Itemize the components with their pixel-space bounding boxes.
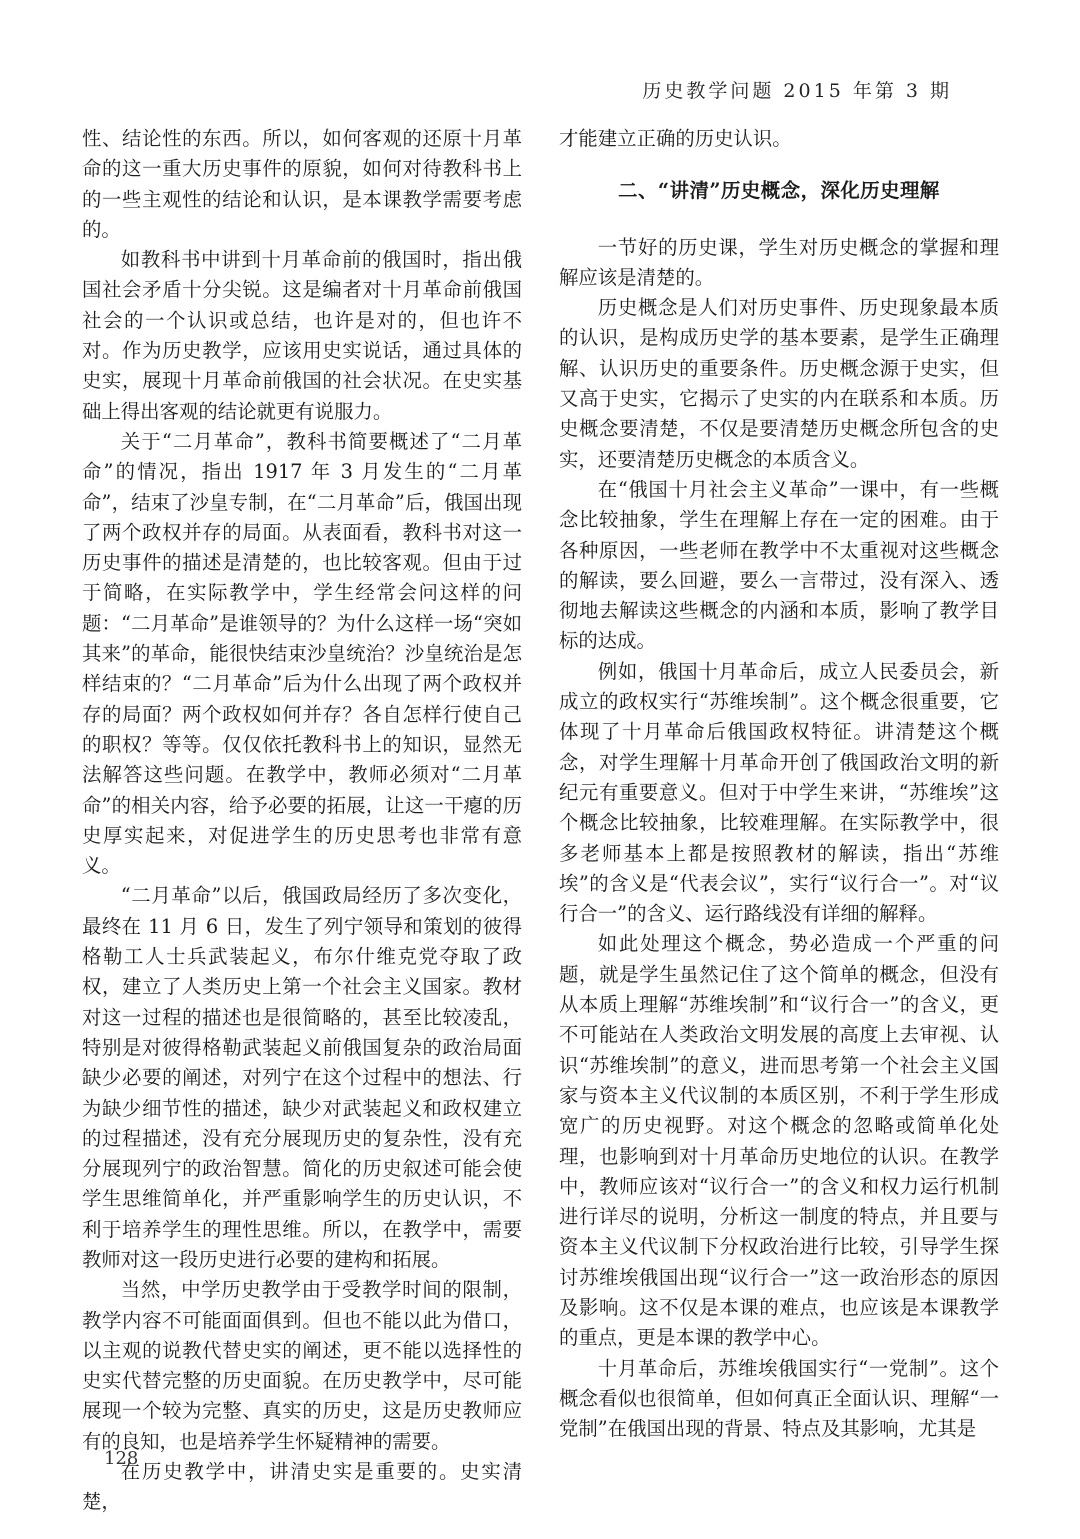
paragraph: 当然，中学历史教学由于受教学时间的限制，教学内容不可能面面俱到。但也不能以此为借口，以主观的说教代替史实的阐述，更不能以选择性的史实代替完整的历史面貌。在历史教学中，尽可能展现一个较为完整、真实的历史，这是历史教师应有的良知，也是培养学生怀疑精神的需要。	[82, 1278, 522, 1453]
paragraph: 关于“二月革命”，教科书简要概述了“二月革命”的情况，指出 1917 年 3 月发生的“二月革命”，结束了沙皇专制，在“二月革命”后，俄国出现了两个政权并存的局面。从表面看，教科书对这一历史事件的描述是清楚的，也比较客观。但由于过于简略，在实际教学中，学生经常会问这样的问题：“二月革命”是谁领导的？为什么这样一场“突如其来”的革命，能很快结束沙皇统治？沙皇统治是怎样结束的？“二月革命”后为什么出现了两个政权并存的局面？两个政权如何并存？各自怎样行使自己的职权？等等。仅仅依托教科书上的知识，显然无法解答这些问题。在教学中，教师必须对“二月革命”的相关内容，给予必要的拓展，让这一干瘪的历史厚实起来，对促进学生的历史思考也非常有意义。	[82, 429, 522, 878]
section-heading: 二、“讲清”历史概念，深化历史理解	[618, 179, 940, 203]
paragraph: 十月革命后，苏维埃俄国实行“一党制”。这个概念看似也很简单，但如何真正全面认识、理解“一党制”在俄国出现的背景、特点及其影响，尤其是	[559, 1356, 999, 1441]
paragraph: 历史概念是人们对历史事件、历史现象最本质的认识，是构成历史学的基本要素，是学生正确理解、认识历史的重要条件。历史概念源于史实，但又高于史实，它揭示了史实的内在联系和本质。历史概念要清楚，不仅是要清楚历史概念所包含的史实，还要清楚历史概念的本质含义。	[559, 296, 999, 471]
page-number: 128	[104, 1448, 139, 1469]
paragraph: 才能建立正确的历史认识。	[559, 127, 792, 150]
paragraph: 性、结论性的东西。所以，如何客观的还原十月革命的这一重大历史事件的原貌，如何对待教科书上的一些主观性的结论和认识，是本课教学需要考虑的。	[82, 127, 522, 241]
paragraph: 如此处理这个概念，势必造成一个严重的问题，就是学生虽然记住了这个简单的概念，但没有从本质上理解“苏维埃制”和“议行合一”的含义，更不可能站在人类政治文明发展的高度上去审视、认识“苏维埃制”的意义，进而思考第一个社会主义国家与资本主义代议制的本质区别，不利于学生形成宽广的历史视野。对这个概念的忽略或简单化处理，也影响到对十月革命历史地位的认识。在教学中，教师应该对“议行合一”的含义和权力运行机制进行详尽的说明，分析这一制度的特点，并且要与资本主义代议制下分权政治进行比较，引导学生探讨苏维埃俄国出现“议行合一”这一政治形态的原因及影响。这不仅是本课的难点，也应该是本课教学的重点，更是本课的教学中心。	[559, 932, 999, 1350]
paragraph: 一节好的历史课，学生对历史概念的掌握和理解应该是清楚的。	[559, 235, 999, 289]
paragraph: 例如，俄国十月革命后，成立人民委员会，新成立的政权实行“苏维埃制”。这个概念很重要，它体现了十月革命后俄国政权特征。讲清楚这个概念，对学生理解十月革命开创了俄国政治文明的新纪元有重要意义。但对于中学生来讲，“苏维埃”这个概念比较抽象，比较难理解。在实际教学中，很多老师基本上都是按照教材的解读，指出“苏维埃”的含义是“代表会议”，实行“议行合一”。对“议行合一”的含义、运行路线没有详细的解释。	[559, 659, 999, 926]
paragraph: 在历史教学中，讲清史实是重要的。史实清楚，	[82, 1460, 522, 1514]
paragraph: 如教科书中讲到十月革命前的俄国时，指出俄国社会矛盾十分尖锐。这是编者对十月革命前俄国社会的一个认识或总结，也许是对的，但也许不对。作为历史教学，应该用史实说话，通过具体的史实，展现十月革命前俄国的社会状况。在史实基础上得出客观的结论就更有说服力。	[82, 248, 522, 423]
paragraph: 在“俄国十月社会主义革命”一课中，有一些概念比较抽象，学生在理解上存在一定的困难。由于各种原因，一些老师在教学中不太重视对这些概念的解读，要么回避，要么一言带过，没有深入、透彻地去解读这些概念的内涵和本质，影响了教学目标的达成。	[559, 477, 999, 653]
paragraph: “二月革命”以后，俄国政局经历了多次变化，最终在 11 月 6 日，发生了列宁领导和策划的彼得格勒工人士兵武装起义，布尔什维克党夺取了政权，建立了人类历史上第一个社会主义国家。教材对这一过程的描述也是很简略的，甚至比较凌乱，特别是对彼得格勒武装起义前俄国复杂的政治局面缺少必要的阐述，对列宁在这个过程中的想法、行为缺少细节性的描述，缺少对武装起义和政权建立的过程描述，没有充分展现历史的复杂性，没有充分展现列宁的政治智慧。简化的历史叙述可能会使学生思维简单化，并严重影响学生的历史认识，不利于培养学生的理性思维。所以，在教学中，需要教师对这一段历史进行必要的建构和拓展。	[82, 884, 522, 1271]
left-column	[82, 124, 522, 1518]
right-column	[559, 124, 999, 1444]
journal-header: 历史教学问题 2015 年第 3 期	[642, 80, 952, 102]
